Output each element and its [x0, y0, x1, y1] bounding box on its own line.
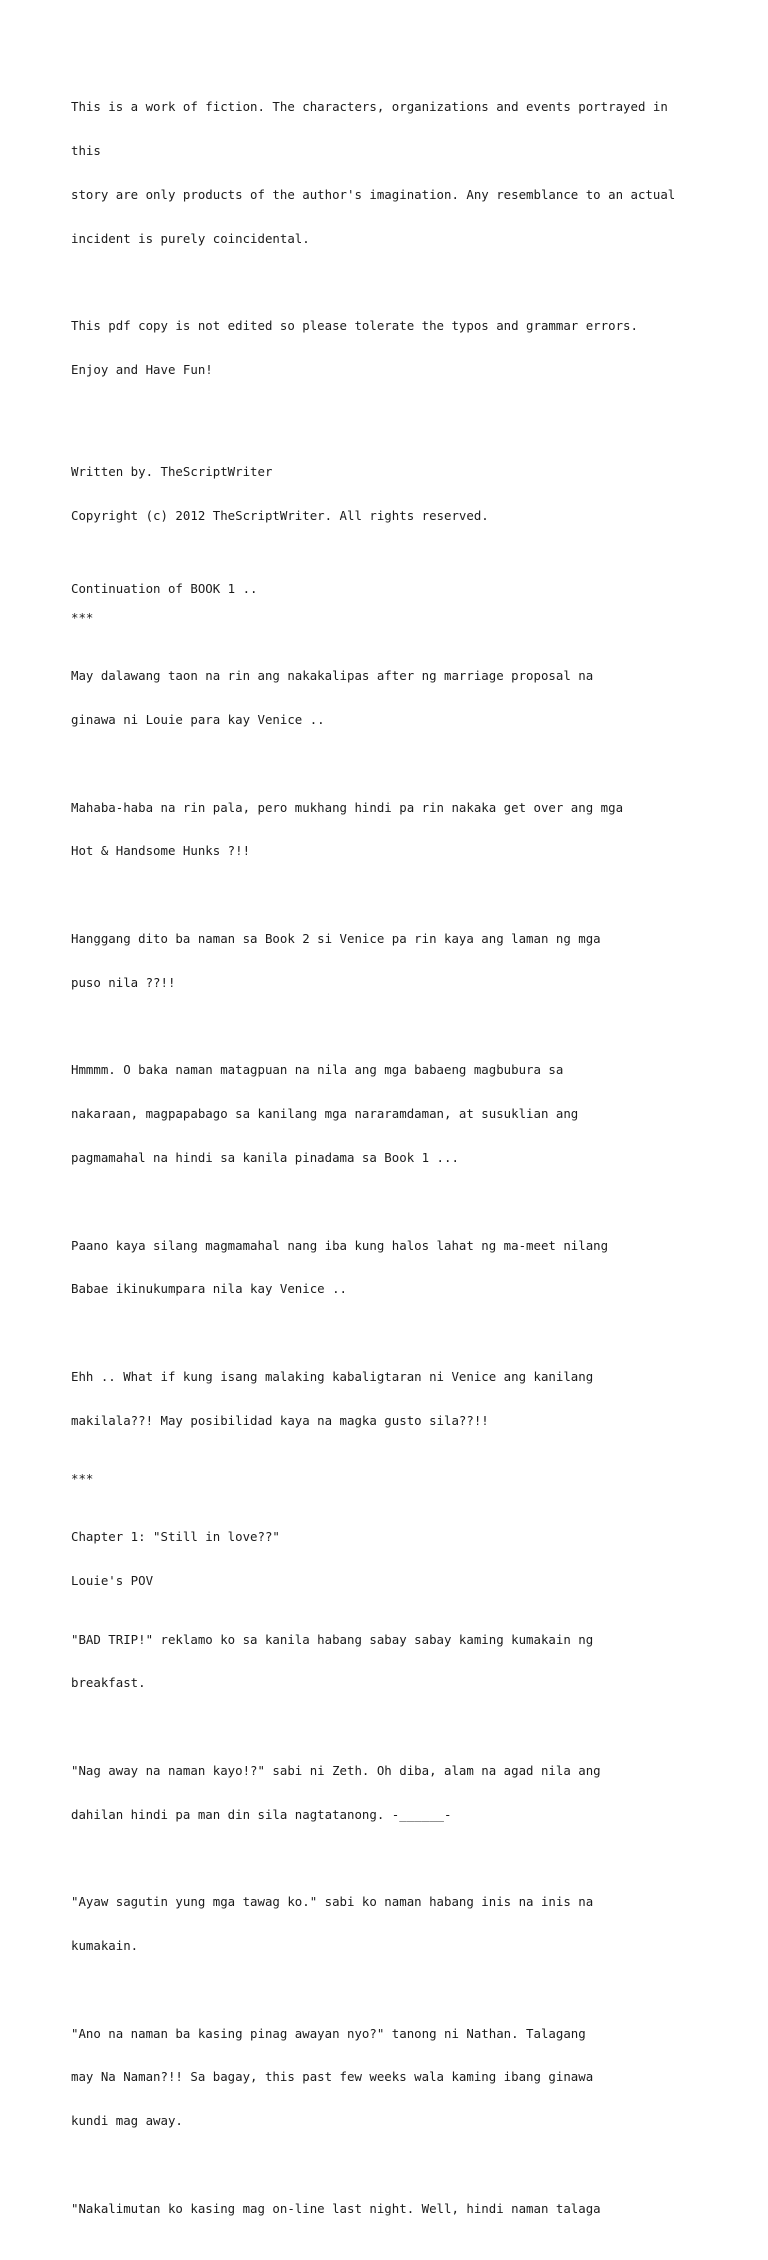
intro-paragraph	[71, 772, 731, 889]
text-line: "Nakalimutan ko kasing mag on-line last night. Well, hindi naman talaga	[71, 2200, 601, 2216]
text-line: This pdf copy is not edited so please tolerate the typos and grammar errors.	[71, 318, 638, 334]
text-line: this	[71, 142, 101, 158]
author-line: Written by. TheScriptWriter	[71, 464, 273, 480]
document-page	[71, 71, 731, 2260]
story-paragraph	[71, 1866, 731, 1983]
text-line: kundi mag away.	[71, 2113, 183, 2129]
intro-paragraph	[71, 1034, 731, 1195]
text-line: Paano kaya silang magmamahal nang iba kung halos lahat ng ma-meet nilang	[71, 1237, 609, 1253]
text-line: Hmmmm. O baka naman matagpuan na nila ang mga babaeng magbubura sa	[71, 1062, 564, 1078]
text-line: dahilan hindi pa man din sila nagtatanong. -______-	[71, 1806, 452, 1822]
separator: ***	[71, 1471, 94, 1486]
text-line: kumakain.	[71, 1938, 139, 1953]
intro-paragraph	[71, 1341, 731, 1458]
text-line: Hot & Handsome Hunks ?!!	[71, 843, 251, 859]
text-line: Enjoy and Have Fun!	[71, 361, 213, 377]
continuation-note: Continuation of BOOK 1 ..	[71, 580, 258, 596]
text-line: Mahaba-haba na rin pala, pero mukhang hindi pa rin nakaka get over ang mga	[71, 799, 624, 815]
intro-paragraph	[71, 1209, 731, 1326]
story-paragraph	[71, 1603, 731, 1720]
pov-heading: Louie's POV	[71, 1573, 154, 1589]
intro-paragraph	[71, 640, 731, 757]
text-line: pagmamahal na hindi sa kanila pinadama sa Book 1 ...	[71, 1149, 459, 1165]
chapter-title: Chapter 1: "Still in love??"	[71, 1529, 280, 1545]
text-line: Hanggang dito ba naman sa Book 2 si Venice pa rin kaya ang laman ng mga	[71, 931, 601, 947]
pdf-note-paragraph	[71, 290, 731, 407]
text-line: story are only products of the author's imagination. Any resemblance to an actual	[71, 186, 676, 202]
text-line: May dalawang taon na rin ang nakakalipas after ng marriage proposal na	[71, 668, 594, 684]
text-line: breakfast.	[71, 1675, 146, 1691]
intro-paragraph	[71, 903, 731, 1020]
text-line: Ehh .. What if kung isang malaking kabaligtaran ni Venice ang kanilang	[71, 1368, 594, 1384]
text-line: puso nila ??!!	[71, 974, 176, 990]
text-line: "Nag away na naman kayo!?" sabi ni Zeth. Oh diba, alam na agad nila ang	[71, 1762, 601, 1778]
text-line: "Ayaw sagutin yung mga tawag ko." sabi ko naman habang inis na inis na	[71, 1894, 594, 1910]
story-paragraph	[71, 1735, 731, 1852]
text-line: incident is purely coincidental.	[71, 230, 310, 246]
text-line: may Na Naman?!! Sa bagay, this past few weeks wala kaming ibang ginawa	[71, 2069, 594, 2085]
text-line: ginawa ni Louie para kay Venice ..	[71, 712, 325, 728]
text-line: This is a work of fiction. The characters, organizations and events portrayed in	[71, 99, 668, 115]
text-line: makilala??! May posibilidad kaya na magka gusto sila??!!	[71, 1412, 489, 1428]
disclaimer-paragraph	[71, 71, 731, 275]
credits-paragraph	[71, 436, 731, 553]
copyright-line: Copyright (c) 2012 TheScriptWriter. All rights reserved.	[71, 507, 489, 523]
text-line: nakaraan, magpapabago sa kanilang mga nararamdaman, at susuklian ang	[71, 1106, 579, 1122]
separator: ***	[71, 609, 94, 625]
story-paragraph	[71, 1997, 731, 2158]
text-line: "Ano na naman ba kasing pinag awayan nyo?" tanong ni Nathan. Talagang	[71, 2025, 586, 2041]
story-paragraph	[71, 2173, 731, 2246]
text-line: "BAD TRIP!" reklamo ko sa kanila habang sabay sabay kaming kumakain ng	[71, 1631, 594, 1647]
text-line: Babae ikinukumpara nila kay Venice ..	[71, 1281, 348, 1297]
